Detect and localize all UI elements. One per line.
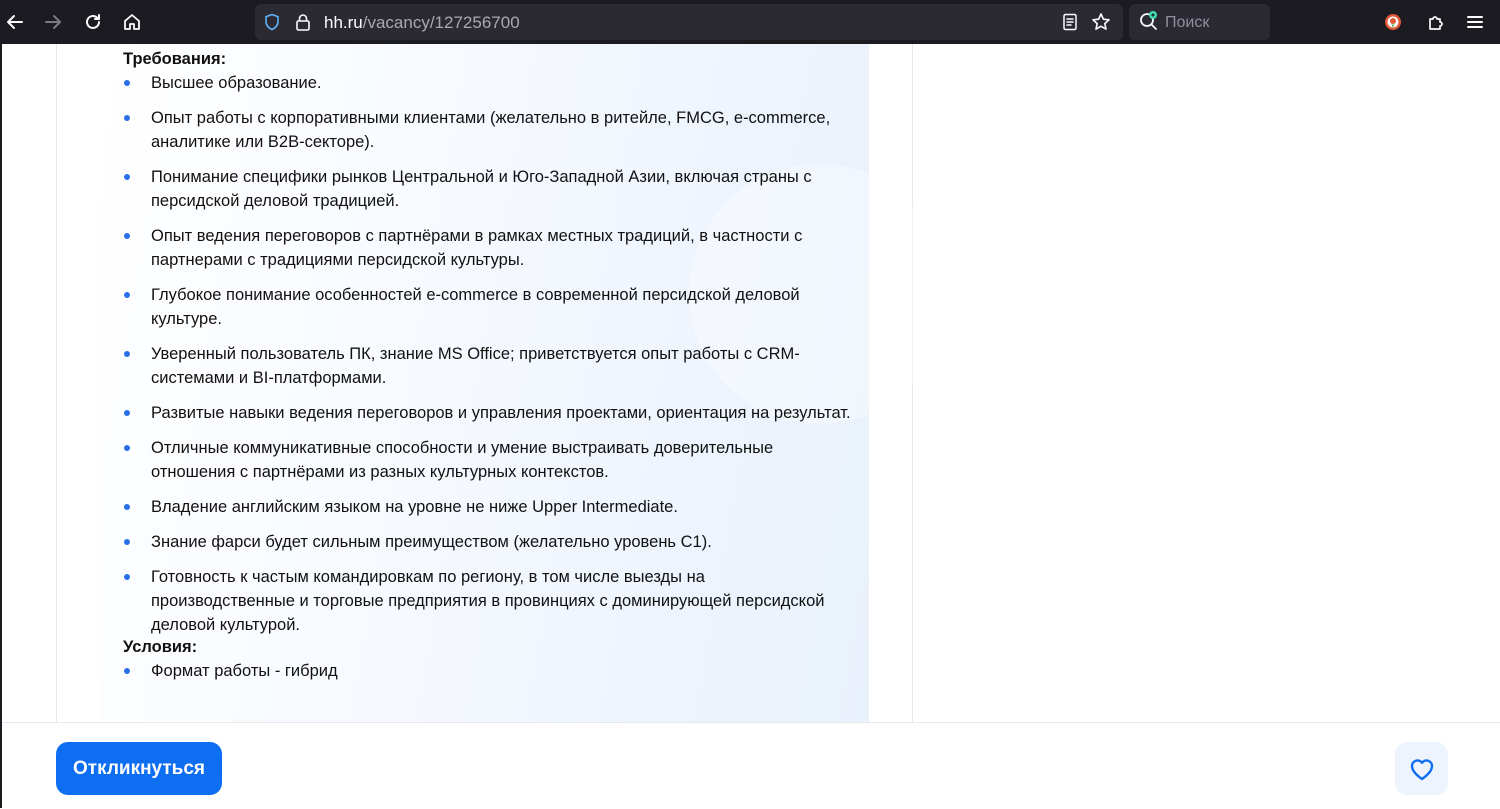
list-item-text: Глубокое понимание особенностей e-commerce в современной персидской деловой культуре. [151, 286, 800, 328]
menu-button[interactable] [1460, 7, 1490, 37]
list-item [123, 659, 853, 683]
favorite-button[interactable] [1395, 742, 1448, 795]
back-arrow-icon [5, 12, 25, 32]
forward-button[interactable] [38, 7, 68, 37]
window-left-edge [0, 44, 2, 808]
url-domain: hh.ru [324, 13, 363, 32]
bullet-icon [124, 80, 130, 86]
requirements-list [123, 71, 853, 648]
duckduckgo-extension-button[interactable] [1378, 7, 1408, 37]
list-item-text: Высшее образование. [151, 74, 322, 92]
page-content [0, 44, 1500, 722]
bullet-icon [124, 351, 130, 357]
list-item-text: Опыт работы с корпоративными клиентами (желательно в ритейле, FMCG, e-commerce, аналитике или B2B-секторе). [151, 109, 831, 151]
bullet-icon [124, 539, 130, 545]
list-item [123, 495, 853, 519]
lock-icon[interactable] [292, 11, 314, 33]
home-button[interactable] [117, 7, 147, 37]
reader-mode-icon[interactable] [1059, 11, 1081, 33]
browser-toolbar [0, 0, 1500, 44]
bullet-icon [124, 574, 130, 580]
hamburger-menu-icon [1465, 12, 1485, 32]
list-item-text: Готовность к частым командировкам по региону, в том числе выезды на производственные и торговые предприятия в провинциях с доминирующей персидской деловой культурой. [151, 568, 825, 634]
duckduckgo-icon [1383, 12, 1403, 32]
bullet-icon [124, 292, 130, 298]
forward-arrow-icon [43, 12, 63, 32]
list-item [123, 342, 853, 390]
star-icon[interactable] [1090, 11, 1112, 33]
bullet-icon [124, 668, 130, 674]
search-bar[interactable] [1129, 4, 1270, 40]
bullet-icon [124, 174, 130, 180]
list-item-text: Знание фарси будет сильным преимуществом (желательно уровень С1). [151, 533, 712, 551]
conditions-heading: Условия: [123, 638, 198, 656]
list-item-text: Владение английским языком на уровне не ниже Upper Intermediate. [151, 498, 678, 516]
list-item-text: Уверенный пользователь ПК, знание MS Office; приветствуется опыт работы с CRM-системами и BI-платформами. [151, 345, 800, 387]
list-item-text: Формат работы - гибрид [151, 662, 338, 680]
list-item [123, 565, 853, 637]
reload-icon [83, 12, 103, 32]
back-button[interactable] [0, 7, 30, 37]
puzzle-icon [1426, 12, 1446, 32]
shield-icon[interactable] [261, 11, 283, 33]
apply-button[interactable]: Откликнуться [56, 742, 222, 795]
content-left-border [56, 44, 57, 722]
list-item [123, 224, 853, 272]
requirements-heading: Требования: [123, 50, 227, 68]
list-item-text: Понимание специфики рынков Центральной и Юго-Западной Азии, включая страны с персидской деловой традицией. [151, 168, 812, 210]
list-item [123, 530, 853, 554]
list-item [123, 71, 853, 95]
conditions-list [123, 659, 853, 694]
bullet-icon [124, 410, 130, 416]
address-bar[interactable] [255, 4, 1123, 40]
list-item [123, 283, 853, 331]
home-icon [122, 12, 142, 32]
list-item [123, 401, 853, 425]
list-item [123, 165, 853, 213]
search-icon [1138, 10, 1160, 32]
bullet-icon [124, 504, 130, 510]
bottom-action-bar [0, 722, 1500, 809]
list-item-text: Отличные коммуникативные способности и умение выстраивать доверительные отношения с партнёрами из разных культурных контекстов. [151, 439, 774, 481]
list-item [123, 436, 853, 484]
list-item-text: Опыт ведения переговоров с партнёрами в рамках местных традиций, в частности с партнерами с традициями персидской культуры. [151, 227, 803, 269]
bullet-icon [124, 115, 130, 121]
extensions-button[interactable] [1421, 7, 1451, 37]
bullet-icon [124, 233, 130, 239]
url-path: /vacancy/127256700 [362, 13, 520, 32]
url-text[interactable] [324, 13, 520, 33]
bullet-icon [124, 445, 130, 451]
list-item [123, 106, 853, 154]
heart-icon [1408, 756, 1436, 782]
search-placeholder: Поиск [1165, 14, 1210, 31]
reload-button[interactable] [78, 7, 108, 37]
list-item-text: Развитые навыки ведения переговоров и управления проектами, ориентация на результат. [151, 404, 851, 422]
